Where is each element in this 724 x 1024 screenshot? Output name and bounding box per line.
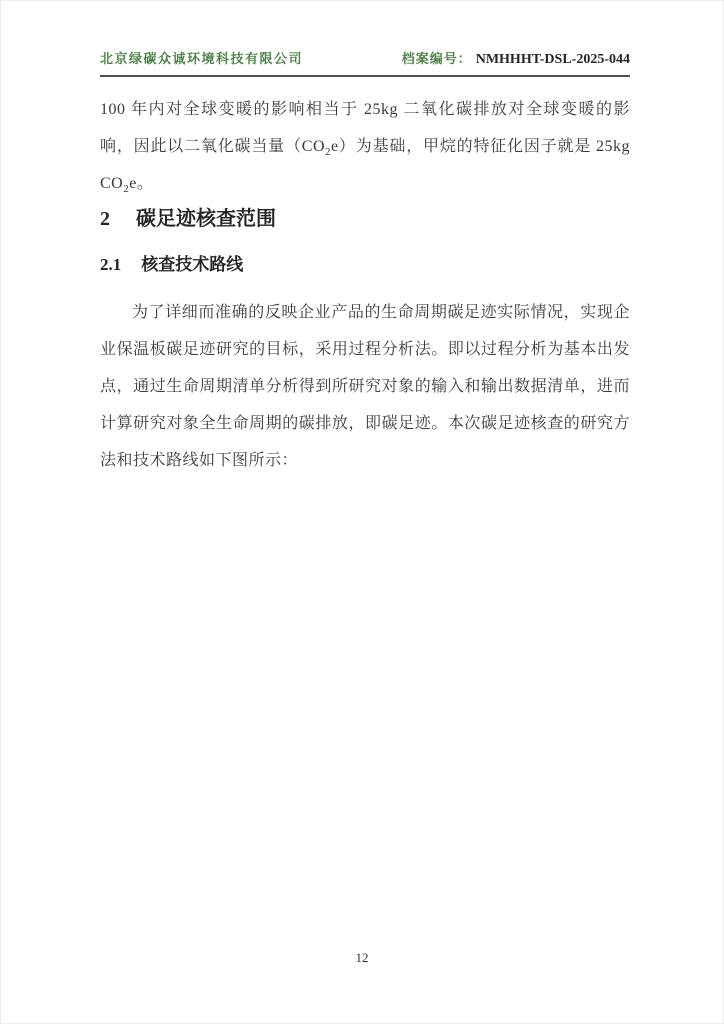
section-heading-2-1-title: 核查技术路线 <box>141 255 244 274</box>
paragraph-gwp-segment-1: 100 年内对全球变暖的影响相当于 25kg 二氧化碳排放对全球变暖的影响，因此以二氧化碳当量（CO <box>100 101 630 155</box>
section-heading-2 <box>100 206 630 232</box>
section-heading-2-number: 2 <box>100 208 110 230</box>
document-body <box>100 91 630 479</box>
paragraph-gwp <box>100 91 630 202</box>
paragraph-methodology: 为了详细而准确的反映企业产品的生命周期碳足迹实际情况，实现企业保温板碳足迹研究的目标，采用过程分析法。即以过程分析为基本出发点，通过生命周期清单分析得到所研究对象的输入和输出数据清单，进而计算研究对象全生命周期的碳排放，即碳足迹。本次碳足迹核查的研究方法和技术路线如下图所示： <box>100 304 630 469</box>
archive-number <box>402 48 630 68</box>
paragraph-gwp-segment-3: e。 <box>129 175 154 192</box>
page-number: 12 <box>355 950 369 965</box>
page-header <box>100 48 630 77</box>
company-name: 北京绿碳众诚环境科技有限公司 <box>100 51 304 66</box>
archive-number-value: NMHHHT-DSL-2025-044 <box>475 52 630 67</box>
co2e-subscript: 2 <box>325 146 332 159</box>
section-heading-2-1-number: 2.1 <box>100 255 122 274</box>
page-footer <box>0 950 724 966</box>
paragraph-gwp-segment-2: e）为基础，甲烷的特征化因子就是 25kg CO <box>100 138 630 192</box>
archive-number-label: 档案编号： <box>401 51 472 66</box>
section-heading-2-title: 碳足迹核查范围 <box>136 208 276 230</box>
co2e-subscript: 2 <box>123 183 130 196</box>
section-heading-2-1 <box>100 254 630 276</box>
